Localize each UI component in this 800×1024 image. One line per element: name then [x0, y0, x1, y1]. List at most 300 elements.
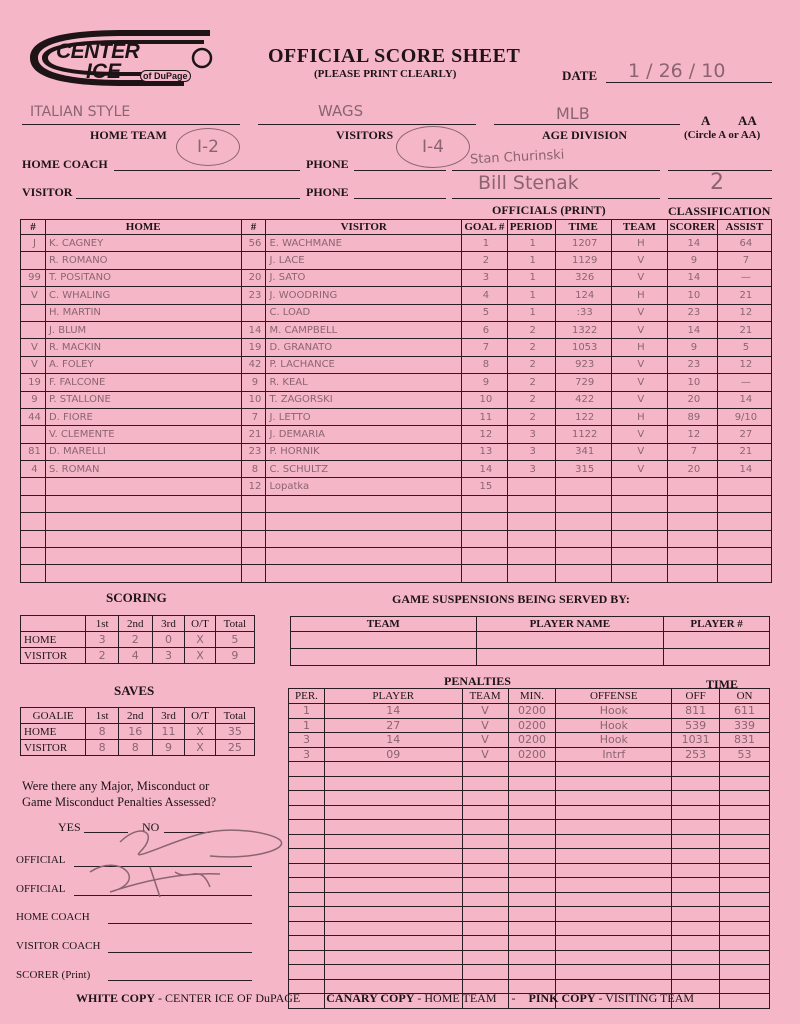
class-a-option[interactable]: A: [701, 113, 711, 128]
home-player-number[interactable]: [21, 530, 46, 547]
penalty-player-cell[interactable]: 14: [324, 733, 462, 748]
penalty-player-cell[interactable]: [324, 849, 462, 864]
penalty-on-cell[interactable]: [720, 950, 770, 965]
goal-scorer[interactable]: 23: [667, 356, 717, 373]
goal-time[interactable]: 1053: [555, 339, 611, 356]
goal-scorer[interactable]: [667, 478, 717, 495]
scoring-ot-cell[interactable]: X: [185, 632, 215, 648]
goal-assist[interactable]: 12: [717, 356, 771, 373]
home-player-number[interactable]: [21, 426, 46, 443]
penalty-team-cell[interactable]: V: [462, 747, 508, 762]
penalty-offense-cell[interactable]: [556, 863, 672, 878]
saves-p1-cell[interactable]: 8: [86, 740, 119, 756]
penalty-offense-cell[interactable]: Hook: [556, 733, 672, 748]
visitor-player-name[interactable]: [266, 513, 462, 530]
visitor-player-number[interactable]: 8: [241, 461, 266, 478]
home-player-name[interactable]: [45, 565, 241, 582]
penalty-off-cell[interactable]: [672, 762, 720, 777]
scorer-field[interactable]: [108, 980, 252, 981]
goal-assist[interactable]: 14: [717, 461, 771, 478]
home-player-name[interactable]: K. CAGNEY: [45, 235, 241, 252]
penalty-team-cell[interactable]: [462, 863, 508, 878]
penalty-off-cell[interactable]: [672, 834, 720, 849]
goal-time[interactable]: 729: [555, 374, 611, 391]
penalty-offense-cell[interactable]: [556, 776, 672, 791]
penalty-on-cell[interactable]: [720, 791, 770, 806]
goal-scorer[interactable]: 23: [667, 304, 717, 321]
goal-period[interactable]: [507, 565, 555, 582]
home-player-name[interactable]: R. ROMANO: [45, 252, 241, 269]
goal-period[interactable]: 3: [507, 426, 555, 443]
home-player-name[interactable]: A. FOLEY: [45, 356, 241, 373]
visitor-player-number[interactable]: 20: [241, 269, 266, 286]
penalty-on-cell[interactable]: 611: [720, 704, 770, 719]
visitor-player-number[interactable]: 9: [241, 374, 266, 391]
penalty-player-cell[interactable]: 14: [324, 704, 462, 719]
scoring-p2-cell[interactable]: 4: [118, 648, 152, 664]
penalty-min-cell[interactable]: [508, 849, 556, 864]
home-player-name[interactable]: P. STALLONE: [45, 391, 241, 408]
goal-team[interactable]: V: [611, 374, 667, 391]
penalty-on-cell[interactable]: [720, 762, 770, 777]
visitor-coach-signature[interactable]: [108, 952, 252, 953]
susp-cell[interactable]: [291, 632, 477, 649]
goal-period[interactable]: [507, 548, 555, 565]
penalty-offense-cell[interactable]: Intrf: [556, 747, 672, 762]
home-coach-signature[interactable]: [108, 923, 252, 924]
goal-assist[interactable]: 27: [717, 426, 771, 443]
goal-scorer[interactable]: 10: [667, 287, 717, 304]
visitor-player-name[interactable]: [266, 495, 462, 512]
goal-scorer[interactable]: 89: [667, 408, 717, 425]
penalty-offense-cell[interactable]: [556, 950, 672, 965]
visitor-player-number[interactable]: 14: [241, 321, 266, 338]
saves-ot-cell[interactable]: X: [185, 740, 215, 756]
goal-number[interactable]: [462, 513, 508, 530]
penalty-off-cell[interactable]: [672, 892, 720, 907]
home-player-name[interactable]: [45, 495, 241, 512]
penalty-player-cell[interactable]: [324, 863, 462, 878]
home-player-name[interactable]: T. POSITANO: [45, 269, 241, 286]
goal-team[interactable]: H: [611, 235, 667, 252]
visitor-player-number[interactable]: 19: [241, 339, 266, 356]
goal-scorer[interactable]: 9: [667, 339, 717, 356]
visitor-player-number[interactable]: [241, 530, 266, 547]
penalty-per-cell[interactable]: [289, 791, 325, 806]
goal-team[interactable]: H: [611, 287, 667, 304]
penalty-team-cell[interactable]: [462, 878, 508, 893]
saves-ot-cell[interactable]: X: [185, 724, 215, 740]
penalty-min-cell[interactable]: [508, 820, 556, 835]
penalty-offense-cell[interactable]: [556, 849, 672, 864]
goal-scorer[interactable]: [667, 548, 717, 565]
goal-number[interactable]: 13: [462, 443, 508, 460]
penalty-min-cell[interactable]: 0200: [508, 733, 556, 748]
visitor-player-number[interactable]: 21: [241, 426, 266, 443]
goal-number[interactable]: 14: [462, 461, 508, 478]
penalty-off-cell[interactable]: 539: [672, 718, 720, 733]
goal-assist[interactable]: 21: [717, 287, 771, 304]
goal-team[interactable]: V: [611, 356, 667, 373]
goal-period[interactable]: [507, 530, 555, 547]
home-player-name[interactable]: [45, 513, 241, 530]
visitor-player-name[interactable]: J. LACE: [266, 252, 462, 269]
penalty-team-cell[interactable]: [462, 892, 508, 907]
goal-time[interactable]: 422: [555, 391, 611, 408]
susp-cell[interactable]: [476, 632, 664, 649]
scoring-p3-cell[interactable]: 3: [152, 648, 185, 664]
scoring-p2-cell[interactable]: 2: [118, 632, 152, 648]
home-player-number[interactable]: 19: [21, 374, 46, 391]
visitor-player-number[interactable]: 7: [241, 408, 266, 425]
penalty-on-cell[interactable]: [720, 878, 770, 893]
penalty-on-cell[interactable]: [720, 994, 770, 1009]
visitor-player-number[interactable]: 12: [241, 478, 266, 495]
penalty-off-cell[interactable]: [672, 776, 720, 791]
saves-total-cell[interactable]: 25: [215, 740, 254, 756]
goal-time[interactable]: 315: [555, 461, 611, 478]
penalty-per-cell[interactable]: 3: [289, 747, 325, 762]
goal-team[interactable]: H: [611, 339, 667, 356]
goal-assist[interactable]: 7: [717, 252, 771, 269]
visitor-player-name[interactable]: J. DEMARIA: [266, 426, 462, 443]
goal-assist[interactable]: [717, 548, 771, 565]
visitor-player-name[interactable]: J. SATO: [266, 269, 462, 286]
home-player-name[interactable]: D. FIORE: [45, 408, 241, 425]
penalty-min-cell[interactable]: [508, 791, 556, 806]
scoring-p1-cell[interactable]: 3: [86, 632, 119, 648]
goal-team[interactable]: [611, 495, 667, 512]
visitor-player-number[interactable]: [241, 548, 266, 565]
penalty-off-cell[interactable]: [672, 820, 720, 835]
home-player-number[interactable]: V: [21, 339, 46, 356]
penalty-per-cell[interactable]: [289, 907, 325, 922]
goal-assist[interactable]: 21: [717, 321, 771, 338]
penalty-off-cell[interactable]: [672, 907, 720, 922]
goal-scorer[interactable]: [667, 530, 717, 547]
goal-period[interactable]: [507, 478, 555, 495]
goal-assist[interactable]: 14: [717, 391, 771, 408]
goal-period[interactable]: 1: [507, 287, 555, 304]
visitor-player-number[interactable]: [241, 513, 266, 530]
visitor-player-name[interactable]: [266, 548, 462, 565]
goal-period[interactable]: 3: [507, 461, 555, 478]
home-player-number[interactable]: [21, 321, 46, 338]
goal-time[interactable]: 1129: [555, 252, 611, 269]
goal-time[interactable]: [555, 495, 611, 512]
home-player-number[interactable]: 9: [21, 391, 46, 408]
goal-number[interactable]: 7: [462, 339, 508, 356]
goal-number[interactable]: 2: [462, 252, 508, 269]
penalty-player-cell[interactable]: [324, 791, 462, 806]
saves-p1-cell[interactable]: 8: [86, 724, 119, 740]
official-1-field[interactable]: Stan Churinski: [469, 147, 565, 168]
goal-time[interactable]: [555, 530, 611, 547]
penalty-player-cell[interactable]: 27: [324, 718, 462, 733]
penalty-min-cell[interactable]: [508, 863, 556, 878]
saves-p3-cell[interactable]: 11: [152, 724, 185, 740]
goal-assist[interactable]: 5: [717, 339, 771, 356]
penalty-player-cell[interactable]: [324, 878, 462, 893]
goal-assist[interactable]: 21: [717, 443, 771, 460]
penalty-per-cell[interactable]: [289, 776, 325, 791]
penalty-min-cell[interactable]: 0200: [508, 704, 556, 719]
scoring-total-cell[interactable]: 5: [215, 632, 254, 648]
goal-number[interactable]: 3: [462, 269, 508, 286]
goal-number[interactable]: 8: [462, 356, 508, 373]
penalty-team-cell[interactable]: [462, 834, 508, 849]
visitor-player-number[interactable]: [241, 252, 266, 269]
penalty-offense-cell[interactable]: [556, 907, 672, 922]
penalty-offense-cell[interactable]: [556, 965, 672, 980]
penalty-per-cell[interactable]: [289, 950, 325, 965]
penalty-offense-cell[interactable]: [556, 762, 672, 777]
penalty-on-cell[interactable]: [720, 805, 770, 820]
goal-time[interactable]: [555, 478, 611, 495]
penalty-off-cell[interactable]: [672, 921, 720, 936]
goal-team[interactable]: [611, 478, 667, 495]
penalty-off-cell[interactable]: [672, 950, 720, 965]
penalty-on-cell[interactable]: [720, 863, 770, 878]
penalty-off-cell[interactable]: [672, 863, 720, 878]
goal-time[interactable]: 1322: [555, 321, 611, 338]
penalty-min-cell[interactable]: 0200: [508, 718, 556, 733]
visitor-player-number[interactable]: [241, 565, 266, 582]
visitor-player-name[interactable]: T. ZAGORSKI: [266, 391, 462, 408]
goal-number[interactable]: [462, 495, 508, 512]
penalty-player-cell[interactable]: [324, 921, 462, 936]
penalty-offense-cell[interactable]: Hook: [556, 718, 672, 733]
goal-number[interactable]: 5: [462, 304, 508, 321]
penalty-player-cell[interactable]: [324, 805, 462, 820]
penalty-on-cell[interactable]: 831: [720, 733, 770, 748]
penalty-on-cell[interactable]: [720, 907, 770, 922]
penalty-min-cell[interactable]: [508, 762, 556, 777]
penalty-player-cell[interactable]: [324, 907, 462, 922]
goal-assist[interactable]: [717, 513, 771, 530]
date-field[interactable]: 1 / 26 / 10: [628, 60, 726, 82]
scoring-total-cell[interactable]: 9: [215, 648, 254, 664]
home-player-name[interactable]: F. FALCONE: [45, 374, 241, 391]
goal-team[interactable]: V: [611, 426, 667, 443]
goal-period[interactable]: [507, 495, 555, 512]
home-player-number[interactable]: 4: [21, 461, 46, 478]
penalty-off-cell[interactable]: [672, 805, 720, 820]
home-player-number[interactable]: [21, 495, 46, 512]
goal-period[interactable]: 1: [507, 252, 555, 269]
home-player-name[interactable]: H. MARTIN: [45, 304, 241, 321]
visitor-player-number[interactable]: 42: [241, 356, 266, 373]
visitor-player-name[interactable]: P. HORNIK: [266, 443, 462, 460]
goal-assist[interactable]: 9/10: [717, 408, 771, 425]
saves-p3-cell[interactable]: 9: [152, 740, 185, 756]
goal-number[interactable]: 15: [462, 478, 508, 495]
goal-number[interactable]: 9: [462, 374, 508, 391]
goal-team[interactable]: [611, 530, 667, 547]
goal-number[interactable]: 11: [462, 408, 508, 425]
goal-team[interactable]: [611, 565, 667, 582]
penalty-team-cell[interactable]: [462, 820, 508, 835]
penalty-team-cell[interactable]: [462, 907, 508, 922]
goal-time[interactable]: [555, 565, 611, 582]
penalty-team-cell[interactable]: [462, 776, 508, 791]
goal-number[interactable]: [462, 548, 508, 565]
penalty-min-cell[interactable]: [508, 878, 556, 893]
home-team-field[interactable]: ITALIAN STYLE: [30, 104, 131, 120]
visitor-player-name[interactable]: P. LACHANCE: [266, 356, 462, 373]
visitor-player-name[interactable]: M. CAMPBELL: [266, 321, 462, 338]
goal-time[interactable]: 326: [555, 269, 611, 286]
goal-time[interactable]: 923: [555, 356, 611, 373]
goal-time[interactable]: :33: [555, 304, 611, 321]
goal-assist[interactable]: [717, 530, 771, 547]
penalty-team-cell[interactable]: V: [462, 718, 508, 733]
goal-scorer[interactable]: 20: [667, 391, 717, 408]
goal-number[interactable]: 10: [462, 391, 508, 408]
goal-scorer[interactable]: 12: [667, 426, 717, 443]
penalty-per-cell[interactable]: [289, 921, 325, 936]
penalty-player-cell[interactable]: [324, 834, 462, 849]
goal-scorer[interactable]: 7: [667, 443, 717, 460]
goal-team[interactable]: [611, 513, 667, 530]
goal-time[interactable]: 1207: [555, 235, 611, 252]
visitor-player-number[interactable]: 56: [241, 235, 266, 252]
penalty-per-cell[interactable]: 3: [289, 733, 325, 748]
goal-assist[interactable]: [717, 565, 771, 582]
goal-scorer[interactable]: 14: [667, 321, 717, 338]
penalty-team-cell[interactable]: [462, 791, 508, 806]
goal-period[interactable]: [507, 513, 555, 530]
saves-total-cell[interactable]: 35: [215, 724, 254, 740]
penalty-per-cell[interactable]: 1: [289, 718, 325, 733]
penalty-min-cell[interactable]: [508, 965, 556, 980]
home-player-number[interactable]: J: [21, 235, 46, 252]
penalty-player-cell[interactable]: [324, 950, 462, 965]
visitor-player-number[interactable]: [241, 304, 266, 321]
goal-scorer[interactable]: 20: [667, 461, 717, 478]
penalty-min-cell[interactable]: [508, 834, 556, 849]
penalty-on-cell[interactable]: [720, 820, 770, 835]
home-player-number[interactable]: [21, 565, 46, 582]
penalty-on-cell[interactable]: [720, 921, 770, 936]
visitor-player-name[interactable]: [266, 565, 462, 582]
goal-period[interactable]: 2: [507, 391, 555, 408]
penalty-min-cell[interactable]: [508, 936, 556, 951]
saves-p2-cell[interactable]: 16: [118, 724, 152, 740]
goal-period[interactable]: 2: [507, 321, 555, 338]
goal-scorer[interactable]: [667, 495, 717, 512]
visitor-player-name[interactable]: C. SCHULTZ: [266, 461, 462, 478]
penalty-off-cell[interactable]: [672, 936, 720, 951]
goal-team[interactable]: H: [611, 408, 667, 425]
visitor-player-number[interactable]: [241, 495, 266, 512]
goal-number[interactable]: 4: [462, 287, 508, 304]
susp-cell[interactable]: [664, 649, 770, 666]
goal-time[interactable]: 341: [555, 443, 611, 460]
home-player-number[interactable]: [21, 252, 46, 269]
home-player-number[interactable]: 44: [21, 408, 46, 425]
goal-assist[interactable]: 64: [717, 235, 771, 252]
penalty-on-cell[interactable]: [720, 892, 770, 907]
visitor-player-name[interactable]: J. LETTO: [266, 408, 462, 425]
goal-team[interactable]: V: [611, 269, 667, 286]
scoring-p3-cell[interactable]: 0: [152, 632, 185, 648]
goal-scorer[interactable]: 14: [667, 235, 717, 252]
penalty-player-cell[interactable]: [324, 820, 462, 835]
home-player-number[interactable]: [21, 304, 46, 321]
goal-assist[interactable]: [717, 478, 771, 495]
goal-scorer[interactable]: 14: [667, 269, 717, 286]
visitor-player-name[interactable]: C. LOAD: [266, 304, 462, 321]
penalty-offense-cell[interactable]: [556, 791, 672, 806]
goal-period[interactable]: 2: [507, 339, 555, 356]
penalty-min-cell[interactable]: 0200: [508, 747, 556, 762]
penalty-team-cell[interactable]: V: [462, 733, 508, 748]
scoring-p1-cell[interactable]: 2: [86, 648, 119, 664]
penalty-offense-cell[interactable]: [556, 892, 672, 907]
visitor-player-name[interactable]: [266, 530, 462, 547]
penalty-team-cell[interactable]: [462, 950, 508, 965]
goal-team[interactable]: V: [611, 321, 667, 338]
classification-field[interactable]: 2: [710, 170, 724, 195]
scoring-ot-cell[interactable]: X: [185, 648, 215, 664]
penalty-player-cell[interactable]: 09: [324, 747, 462, 762]
penalty-per-cell[interactable]: [289, 965, 325, 980]
penalty-off-cell[interactable]: [672, 965, 720, 980]
penalty-offense-cell[interactable]: Hook: [556, 704, 672, 719]
visitor-player-number[interactable]: 10: [241, 391, 266, 408]
goal-scorer[interactable]: 9: [667, 252, 717, 269]
penalty-on-cell[interactable]: [720, 834, 770, 849]
goal-team[interactable]: V: [611, 443, 667, 460]
penalty-player-cell[interactable]: [324, 762, 462, 777]
goal-team[interactable]: V: [611, 391, 667, 408]
penalty-min-cell[interactable]: [508, 776, 556, 791]
penalty-min-cell[interactable]: [508, 907, 556, 922]
goal-time[interactable]: [555, 513, 611, 530]
home-player-number[interactable]: [21, 548, 46, 565]
penalty-team-cell[interactable]: [462, 965, 508, 980]
susp-cell[interactable]: [476, 649, 664, 666]
penalty-per-cell[interactable]: 1: [289, 704, 325, 719]
susp-cell[interactable]: [664, 632, 770, 649]
penalty-offense-cell[interactable]: [556, 936, 672, 951]
home-player-name[interactable]: J. BLUM: [45, 321, 241, 338]
home-player-number[interactable]: [21, 478, 46, 495]
home-player-name[interactable]: R. MACKIN: [45, 339, 241, 356]
visitor-player-name[interactable]: D. GRANATO: [266, 339, 462, 356]
penalty-off-cell[interactable]: [672, 878, 720, 893]
home-player-name[interactable]: [45, 548, 241, 565]
penalty-off-cell[interactable]: 253: [672, 747, 720, 762]
penalty-per-cell[interactable]: [289, 936, 325, 951]
penalty-on-cell[interactable]: [720, 849, 770, 864]
home-player-name[interactable]: [45, 478, 241, 495]
home-player-name[interactable]: V. CLEMENTE: [45, 426, 241, 443]
goal-time[interactable]: [555, 548, 611, 565]
home-player-number[interactable]: 99: [21, 269, 46, 286]
goal-period[interactable]: 2: [507, 356, 555, 373]
goal-period[interactable]: 2: [507, 408, 555, 425]
home-player-name[interactable]: C. WHALING: [45, 287, 241, 304]
home-player-name[interactable]: [45, 530, 241, 547]
penalty-on-cell[interactable]: 53: [720, 747, 770, 762]
goal-assist[interactable]: 12: [717, 304, 771, 321]
goal-number[interactable]: 6: [462, 321, 508, 338]
penalty-on-cell[interactable]: [720, 936, 770, 951]
penalty-min-cell[interactable]: [508, 921, 556, 936]
goal-assist[interactable]: —: [717, 374, 771, 391]
